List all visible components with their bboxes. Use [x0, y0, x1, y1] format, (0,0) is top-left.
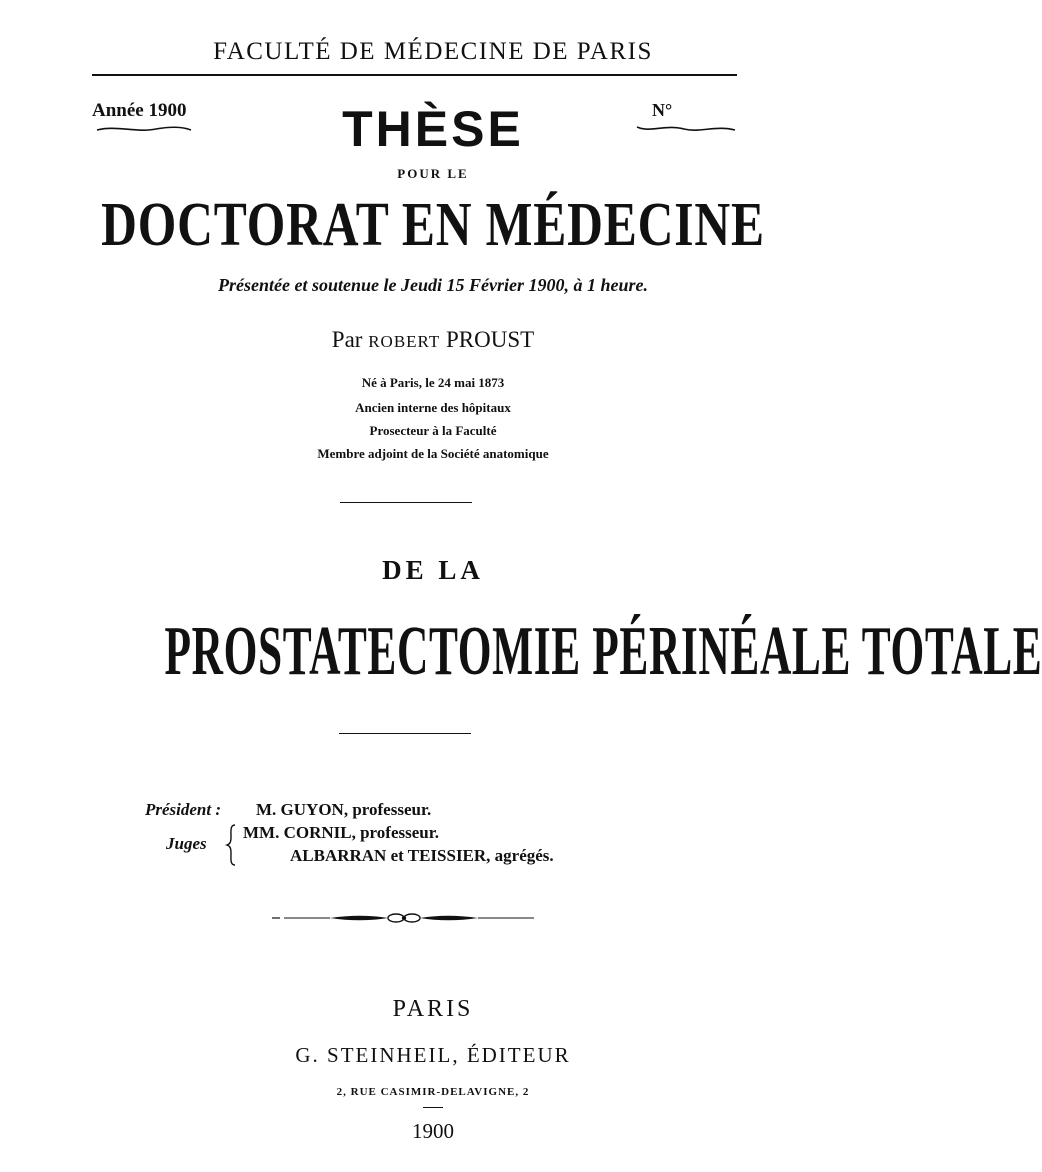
- author-par: Par: [331, 327, 363, 352]
- imprint-year: 1900: [412, 1119, 454, 1143]
- pour-le-text: POUR LE: [397, 166, 469, 181]
- author-first-name: ROBERT: [368, 332, 441, 351]
- imprint-city: PARIS: [392, 996, 474, 1022]
- juges-value-line: MM. CORNIL, professeur.: [243, 823, 439, 842]
- brace-icon: [225, 823, 239, 867]
- faculty-heading: FACULTÉ DE MÉDECINE DE PARIS: [213, 38, 653, 65]
- president-label: Président :: [145, 800, 222, 819]
- author-birth-line: Né à Paris, le 24 mai 1873: [361, 375, 505, 390]
- juges-label: Juges: [166, 834, 207, 853]
- juges-value-line: ALBARRAN et TEISSIER, agrégés.: [290, 846, 554, 865]
- these-heading: THÈSE: [342, 101, 524, 157]
- defense-date-line: Présentée et soutenue le Jeudi 15 Février 1900, à 1 heure.: [218, 275, 648, 295]
- thesis-subject-title: PROSTATECTOMIE PÉRINÉALE TOTALE: [164, 613, 1042, 690]
- author-line: [0, 327, 866, 353]
- imprint-dash: [423, 1107, 443, 1108]
- doctorat-heading: DOCTORAT EN MÉDECINE: [101, 191, 765, 259]
- imprint-address: 2, RUE CASIMIR-DELAVIGNE, 2: [336, 1086, 530, 1098]
- author-last-name: PROUST: [446, 327, 535, 352]
- imprint-publisher: G. STEINHEIL, ÉDITEUR: [295, 1043, 571, 1067]
- subject-prefix: DE LA: [382, 555, 484, 585]
- ornamental-rule: [270, 910, 538, 926]
- divider-rule: [339, 733, 471, 734]
- divider-rule: [340, 502, 472, 503]
- year-label: Année 1900: [92, 100, 187, 121]
- top-rule: [92, 74, 737, 76]
- president-value: M. GUYON, professeur.: [256, 800, 432, 819]
- author-title-line: Prosecteur à la Faculté: [369, 423, 497, 438]
- number-label: N°: [652, 100, 673, 120]
- author-title-line: Ancien interne des hôpitaux: [355, 400, 511, 415]
- author-title-line: Membre adjoint de la Société anatomique: [317, 446, 549, 461]
